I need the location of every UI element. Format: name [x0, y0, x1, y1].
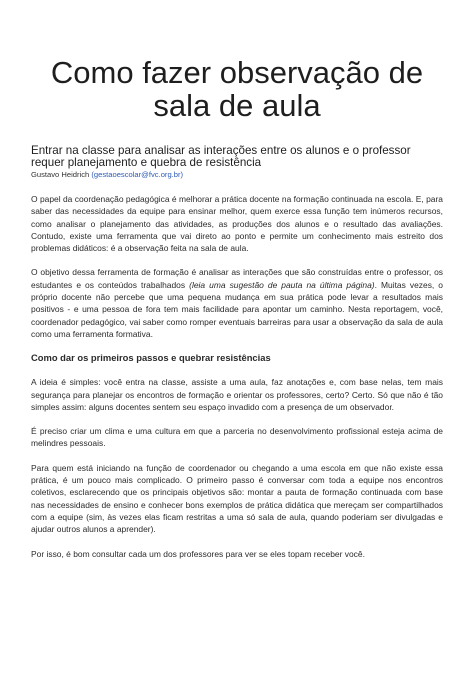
author-email-link[interactable]: (gestaoescolar@fvc.org.br) — [91, 170, 184, 179]
paragraph-consult: Por isso, é bom consultar cada um dos professores para ver se eles topam receber você. — [31, 548, 365, 559]
paragraph-climate: É preciso criar um clima e uma cultura em que a parceria no desenvolvimento profissional esteja acima de melindres pessoais. — [31, 426, 443, 449]
paragraph-intro: O papel da coordenação pedagógica é melhorar a prática docente na formação continuada na escola. E, para saber das necessidades da equipe para ensinar melhor, quem exerce essa função tem inúmeros recursos, como analisar o planejamento das atividades, as produções dos alunos e o resultado das avaliações. Contudo, existe uma ferramenta que vai direto ao ponto e permite um conhecimento mais estreito dos problemas didáticos: é a observação feita na sala de aula. — [31, 194, 443, 254]
paragraph-objective-text-2: . Muitas vezes, o próprio docente não percebe que uma pequena mudança em sua prática pode levar a resultados mais positivos - e uma pessoa de fora tem mais facilidade para apontar um caminho. Nesta reportagem, você, coordenador pedagógico, vai saber como romper eventuais barreiras para usar a observação da sala de aula como uma ferramenta formativa. — [31, 279, 443, 339]
document-title: Como fazer observação de sala de aula — [50, 55, 424, 123]
paragraph-idea: A ideia é simples: você entra na classe, assiste a uma aula, faz anotações e, com base nelas, tem mais segurança para planejar os encontros de formação e orientar os professores, certo? Certo. Só que não é tão simples assim: alguns docentes sentem seu espaço invadido com a presença de um observador. — [31, 377, 443, 412]
author-name: Gustavo Heidrich — [31, 170, 90, 179]
paragraph-objective — [31, 266, 443, 340]
paragraph-first-step: Para quem está iniciando na função de coordenador ou chegando a uma escola em que não existe essa prática, é um pouco mais complicado. O primeiro passo é conversar com toda a equipe nos encontros coletivos, esclarecendo que os principais objetivos são: montar a pauta de formação continuada com base nas necessidades de ensino e conhecer bons exemplos de prática didática que mereçam ser compartilhados com a equipe (sim, às vezes elas ficam restritas a uma só sala de aula, quando poderiam ser divulgadas e ajudar outros alunos a aprender). — [31, 462, 443, 535]
paragraph-objective-text-1: O objetivo dessa ferramenta de formação é analisar as interações que são construídas entre o professor, os estudantes e os conteúdos trabalhados — [31, 267, 443, 290]
document-page — [0, 56, 474, 688]
document-subtitle: Entrar na classe para analisar as interações entre os alunos e o professor requer planejamento e quebra de resistência — [31, 144, 411, 169]
paragraph-objective-italic-note: (leia uma sugestão de pauta na última página) — [189, 279, 375, 290]
byline — [31, 170, 443, 179]
section-heading: Como dar os primeiros passos e quebrar resistências — [31, 352, 271, 364]
